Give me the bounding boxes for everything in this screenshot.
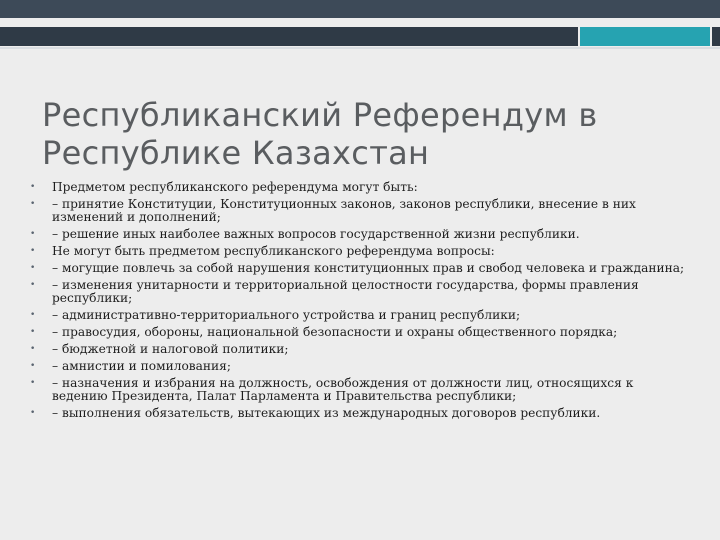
bullet-list (30, 181, 690, 424)
header-divider (0, 47, 720, 49)
bullet-text: – бюджетной и налоговой политики; (52, 342, 289, 357)
bullet-item (30, 181, 690, 195)
bullet-text: – изменения унитарности и территориальной целостности государства, формы правления республики; (52, 277, 639, 306)
bullet-icon: • (30, 229, 36, 240)
bullet-icon: • (30, 246, 36, 257)
bullet-text: – правосудия, обороны, национальной безопасности и охраны общественного порядка; (52, 325, 618, 340)
top-banner (0, 0, 720, 18)
bullet-icon: • (30, 310, 36, 321)
bullet-text: – амнистии и помилования; (52, 359, 231, 374)
bullet-item (30, 360, 690, 374)
bullet-item (30, 228, 690, 242)
bullet-icon: • (30, 327, 36, 338)
bullet-text: Не могут быть предметом республиканского референдума вопросы: (52, 244, 495, 259)
bullet-icon: • (30, 344, 36, 355)
bullet-icon: • (30, 361, 36, 372)
bullet-text: – выполнения обязательств, вытекающих из международных договоров республики. (52, 406, 601, 421)
bullet-text: – решение иных наиболее важных вопросов государственной жизни республики. (52, 227, 580, 242)
bullet-text: – административно-территориального устройства и границ республики; (52, 308, 521, 323)
bullet-item (30, 279, 690, 306)
bullet-icon: • (30, 263, 36, 274)
bullet-item (30, 245, 690, 259)
bullet-text: – могущие повлечь за собой нарушения конституционных прав и свобод человека и гражданина; (52, 261, 685, 276)
bullet-item (30, 309, 690, 323)
bullet-item (30, 377, 690, 404)
bullet-icon: • (30, 377, 36, 388)
bullet-icon: • (30, 408, 36, 419)
bullet-text: Предметом республиканского референдума могут быть: (52, 180, 418, 194)
header-accent-bar-teal (580, 27, 710, 46)
bullet-text: – принятие Конституции, Конституционных законов, законов республики, внесение в них изменений и дополнений; (52, 196, 636, 225)
slide-title: Республиканский Референдум в Республике Казахстан (42, 96, 598, 172)
bullet-item (30, 198, 690, 225)
bullet-item (30, 326, 690, 340)
bullet-item (30, 262, 690, 276)
bullet-item (30, 407, 690, 421)
bullet-text: – назначения и избрания на должность, освобождения от должности лиц, относящихся к ведению Президента, Палат Парламента и Правительства республики; (52, 375, 634, 404)
header-accent-bar-edge (712, 27, 720, 46)
bullet-icon: • (30, 182, 36, 192)
bullet-icon: • (30, 198, 36, 209)
header-accent-bar-dark (0, 27, 578, 46)
bullet-item (30, 343, 690, 357)
bullet-icon: • (30, 279, 36, 290)
